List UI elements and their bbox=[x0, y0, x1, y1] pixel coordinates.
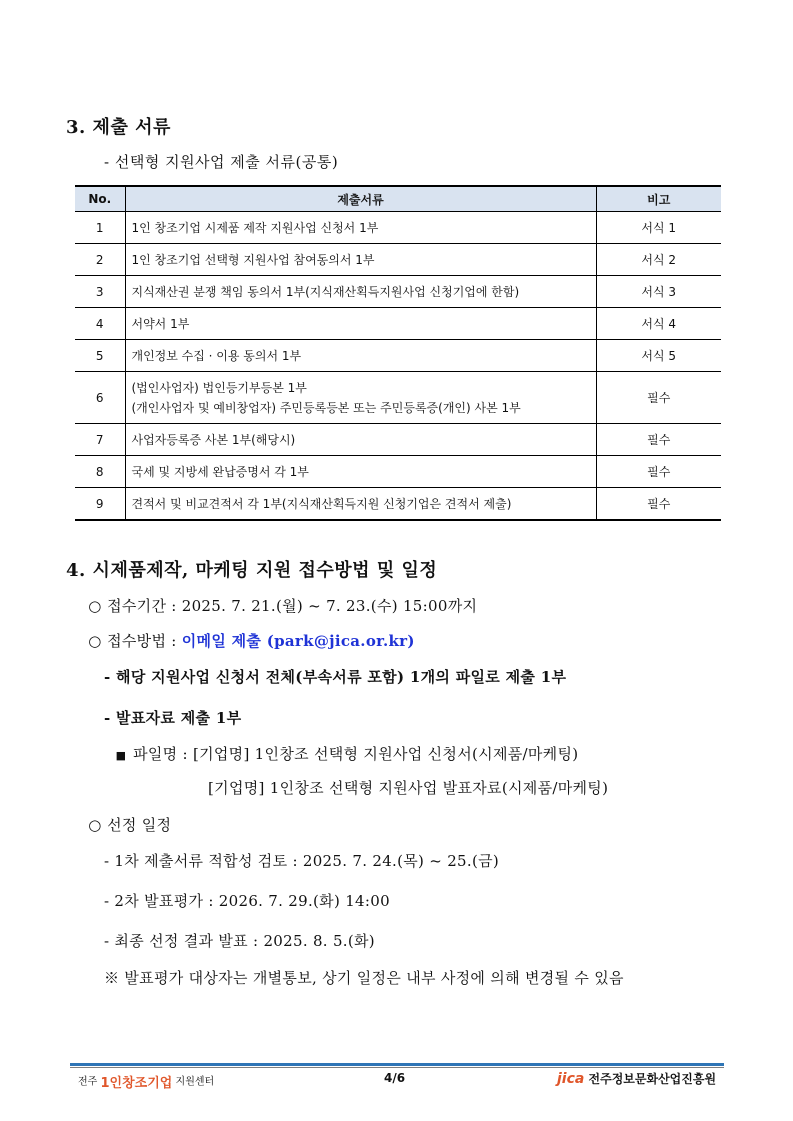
row-note: 서식 2 bbox=[596, 244, 721, 276]
circle-bullet-icon: ○ bbox=[88, 597, 102, 615]
circle-bullet-icon: ○ bbox=[88, 632, 102, 650]
row-note: 필수 bbox=[596, 372, 721, 424]
submission-method bbox=[88, 630, 415, 651]
submission-period-text: 접수기간 : 2025. 7. 21.(월) ~ 7. 23.(수) 15:00까지 bbox=[107, 597, 478, 615]
table-row bbox=[75, 308, 721, 340]
row-no: 9 bbox=[75, 488, 125, 521]
row-no: 5 bbox=[75, 340, 125, 372]
row-note: 서식 5 bbox=[596, 340, 721, 372]
row-note: 서식 1 bbox=[596, 212, 721, 244]
footer-city: 전주 bbox=[78, 1076, 98, 1088]
schedule-item-final: - 최종 선정 결과 발표 : 2025. 8. 5.(화) bbox=[104, 932, 375, 950]
row-document: 사업자등록증 사본 1부(해당시) bbox=[125, 424, 596, 456]
row-document: 견적서 및 비교견적서 각 1부(지식재산획득지원 신청기업은 견적서 제출) bbox=[125, 488, 596, 521]
section-3-title: 3. 제출 서류 bbox=[66, 117, 171, 138]
table-header-row bbox=[75, 186, 721, 212]
submission-email[interactable]: 이메일 제출 (park@jica.or.kr) bbox=[181, 632, 415, 650]
schedule-item-review: - 1차 제출서류 적합성 검토 : 2025. 7. 24.(목) ~ 25.(금) bbox=[104, 852, 500, 870]
row-document: 국세 및 지방세 완납증명서 각 1부 bbox=[125, 456, 596, 488]
submission-period bbox=[88, 595, 477, 616]
filename-text-1: 파일명 : [기업명] 1인창조 선택형 지원사업 신청서(시제품/마케팅) bbox=[133, 745, 579, 763]
schedule-item-presentation: - 2차 발표평가 : 2026. 7. 29.(화) 14:00 bbox=[104, 892, 390, 910]
documents-table bbox=[75, 185, 721, 521]
row-no: 2 bbox=[75, 244, 125, 276]
row-note: 필수 bbox=[596, 424, 721, 456]
selection-schedule bbox=[88, 814, 171, 835]
table-row bbox=[75, 276, 721, 308]
section-3-subtitle: - 선택형 지원사업 제출 서류(공통) bbox=[104, 153, 339, 171]
row-no: 8 bbox=[75, 456, 125, 488]
row-document: 1인 창조기업 선택형 지원사업 참여동의서 1부 bbox=[125, 244, 596, 276]
row-no: 3 bbox=[75, 276, 125, 308]
footer-org-name: 전주정보문화산업진흥원 bbox=[588, 1072, 717, 1086]
method-item-application: - 해당 지원사업 신청서 전체(부속서류 포함) 1개의 파일로 제출 1부 bbox=[104, 668, 567, 686]
section-4-title: 4. 시제품제작, 마케팅 지원 접수방법 및 일정 bbox=[66, 560, 438, 581]
filename-line-1 bbox=[114, 743, 578, 764]
footer-center-logo bbox=[78, 1072, 214, 1091]
row-no: 6 bbox=[75, 372, 125, 424]
row-note: 서식 4 bbox=[596, 308, 721, 340]
method-item-presentation: - 발표자료 제출 1부 bbox=[104, 709, 242, 727]
table-row bbox=[75, 372, 721, 424]
row-no: 4 bbox=[75, 308, 125, 340]
row-note: 필수 bbox=[596, 488, 721, 521]
header-no: No. bbox=[75, 186, 125, 212]
table-row bbox=[75, 456, 721, 488]
row-document: 서약서 1부 bbox=[125, 308, 596, 340]
row-document: 지식재산권 분쟁 책임 동의서 1부(지식재산획득지원사업 신청기업에 한함) bbox=[125, 276, 596, 308]
row-note: 서식 3 bbox=[596, 276, 721, 308]
selection-schedule-title: 선정 일정 bbox=[107, 816, 172, 834]
table-row bbox=[75, 340, 721, 372]
table-row bbox=[75, 488, 721, 521]
table-row bbox=[75, 424, 721, 456]
footer-center-name: 지원센터 bbox=[175, 1076, 215, 1088]
footer-org-logo bbox=[557, 1070, 716, 1087]
table-row bbox=[75, 244, 721, 276]
row-document: 1인 창조기업 시제품 제작 지원사업 신청서 1부 bbox=[125, 212, 596, 244]
row-document: 개인정보 수집 · 이용 동의서 1부 bbox=[125, 340, 596, 372]
row-note: 필수 bbox=[596, 456, 721, 488]
row-document-line-2: (개인사업자 및 예비창업자) 주민등록등본 또는 주민등록증(개인) 사본 1부 bbox=[131, 400, 521, 415]
row-no: 1 bbox=[75, 212, 125, 244]
row-document bbox=[125, 372, 596, 424]
footer-rule-thin bbox=[70, 1067, 724, 1068]
header-documents: 제출서류 bbox=[125, 186, 596, 212]
submission-method-label: 접수방법 : bbox=[107, 632, 182, 650]
header-note: 비고 bbox=[596, 186, 721, 212]
footer-rule bbox=[70, 1063, 724, 1066]
circle-bullet-icon: ○ bbox=[88, 816, 102, 834]
one-person-logo: 1인창조기업 bbox=[100, 1076, 173, 1091]
filename-line-2: [기업명] 1인창조 선택형 지원사업 발표자료(시제품/마케팅) bbox=[208, 779, 609, 797]
row-document-line-1: (법인사업자) 법인등기부등본 1부 bbox=[131, 380, 307, 395]
row-no: 7 bbox=[75, 424, 125, 456]
schedule-notice: ※ 발표평가 대상자는 개별통보, 상기 일정은 내부 사정에 의해 변경될 수 있음 bbox=[104, 969, 624, 987]
square-bullet-icon: ■ bbox=[115, 749, 127, 762]
jica-logo: jica bbox=[557, 1071, 585, 1087]
table-row bbox=[75, 212, 721, 244]
page-number: 4/6 bbox=[384, 1071, 406, 1085]
